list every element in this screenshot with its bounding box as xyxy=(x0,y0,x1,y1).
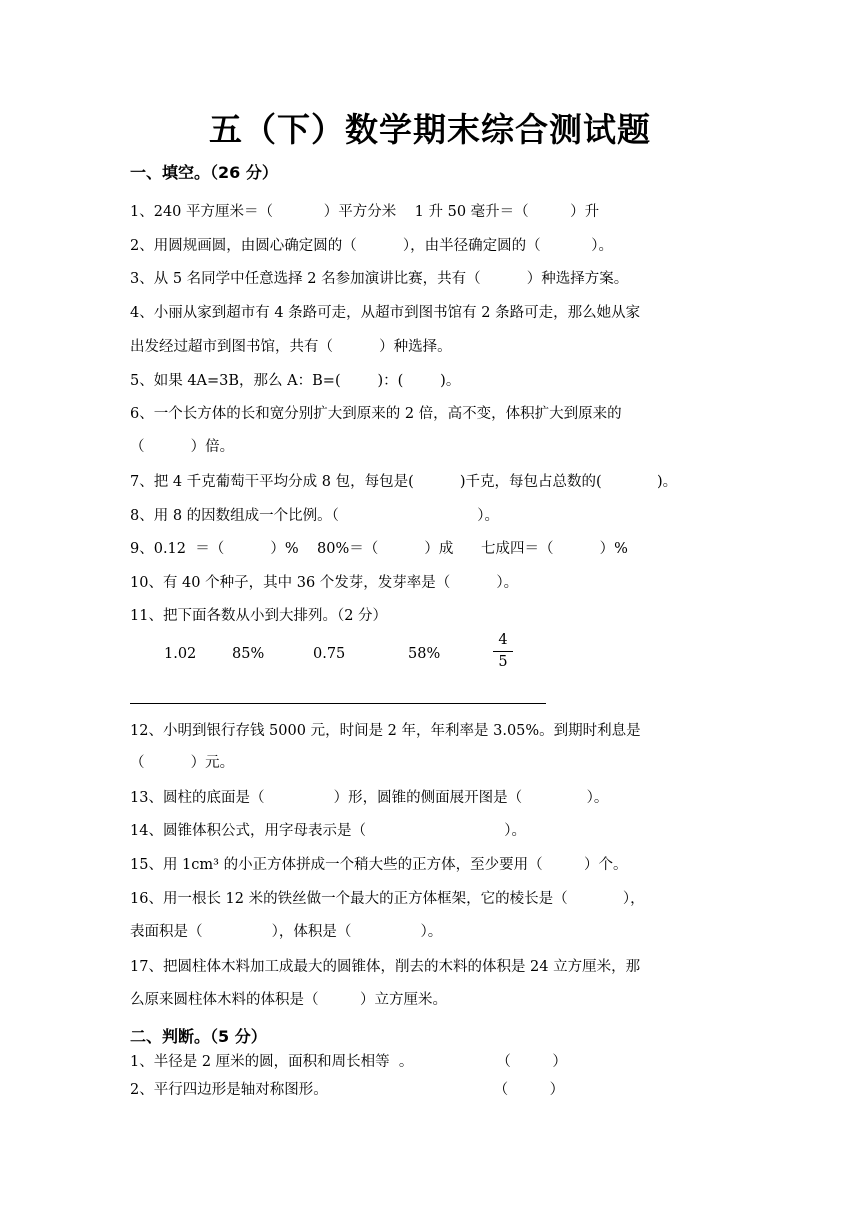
question-6-line-1: 6、一个长方体的长和宽分别扩大到原来的 2 倍，高不变，体积扩大到原来的 xyxy=(130,406,622,422)
question-4-line-1: 4、小丽从家到超市有 4 条路可走，从超市到图书馆有 2 条路可走，那么她从家 xyxy=(130,305,641,321)
fraction-bar xyxy=(493,651,513,652)
number-item: 1.02 xyxy=(164,646,197,662)
number-item: 0.75 xyxy=(313,646,346,662)
question-15: 15、用 1cm³ 的小正方体拼成一个稍大些的正方体，至少要用（ ）个。 xyxy=(130,857,628,873)
question-12-line-2: （ ）元。 xyxy=(130,755,235,771)
question-9: 9、0.12 ＝（ ）% 80%＝（ ）成 七成四＝（ ）% xyxy=(130,541,628,557)
fraction-denominator: 5 xyxy=(498,654,508,670)
question-10: 10、有 40 个种子，其中 36 个发芽，发芽率是（ ）。 xyxy=(130,575,519,591)
question-2: 2、用圆规画圆，由圆心确定圆的（ ），由半径确定圆的（ ）。 xyxy=(130,238,614,254)
question-6-line-2: （ ）倍。 xyxy=(130,439,235,455)
fraction-four-fifths xyxy=(493,632,513,670)
question-16-line-1: 16、用一根长 12 米的铁丝做一个最大的正方体框架，它的棱长是（ ）， xyxy=(130,891,645,907)
question-5: 5、如果 4A=3B，那么 A：B=( )：( )。 xyxy=(130,373,461,389)
question-17-line-1: 17、把圆柱体木料加工成最大的圆锥体，削去的木料的体积是 24 立方厘米，那 xyxy=(130,959,641,975)
number-item: 58% xyxy=(408,646,441,662)
judge-question-2: 2、平行四边形是轴对称图形。 （ ） xyxy=(130,1082,565,1098)
question-17-line-2: 么原来圆柱体木料的体积是（ ）立方厘米。 xyxy=(130,992,447,1008)
number-item: 85% xyxy=(232,646,265,662)
page-title: 五（下）数学期末综合测试题 xyxy=(209,110,651,149)
section-heading-true-false: 二、判断。（5 分） xyxy=(130,1027,267,1046)
fraction-numerator: 4 xyxy=(498,632,508,648)
question-14: 14、圆锥体积公式，用字母表示是（ ）。 xyxy=(130,823,526,839)
question-13: 13、圆柱的底面是（ ）形，圆锥的侧面展开图是（ ）。 xyxy=(130,790,609,806)
question-12-line-1: 12、小明到银行存钱 5000 元，时间是 2 年，年利率是 3.05%。到期时利息是 xyxy=(130,723,641,739)
answer-line xyxy=(130,703,546,704)
question-1: 1、240 平方厘米＝（ ）平方分米 1 升 50 毫升＝（ ）升 xyxy=(130,204,600,220)
judge-question-1: 1、半径是 2 厘米的圆，面积和周长相等 。 （ ） xyxy=(130,1054,567,1070)
question-3: 3、从 5 名同学中任意选择 2 名参加演讲比赛，共有（ ）种选择方案。 xyxy=(130,271,629,287)
question-4-line-2: 出发经过超市到图书馆，共有（ ）种选择。 xyxy=(130,339,452,355)
question-7: 7、把 4 千克葡萄干平均分成 8 包，每包是( )千克，每包占总数的( )。 xyxy=(130,474,678,490)
question-16-line-2: 表面积是（ ），体积是（ ）。 xyxy=(130,924,443,940)
question-11: 11、把下面各数从小到大排列。（2 分） xyxy=(130,608,388,624)
question-8: 8、用 8 的因数组成一个比例。（ ）。 xyxy=(130,508,499,524)
section-heading-fill-blank: 一、填空。（26 分） xyxy=(130,163,278,182)
